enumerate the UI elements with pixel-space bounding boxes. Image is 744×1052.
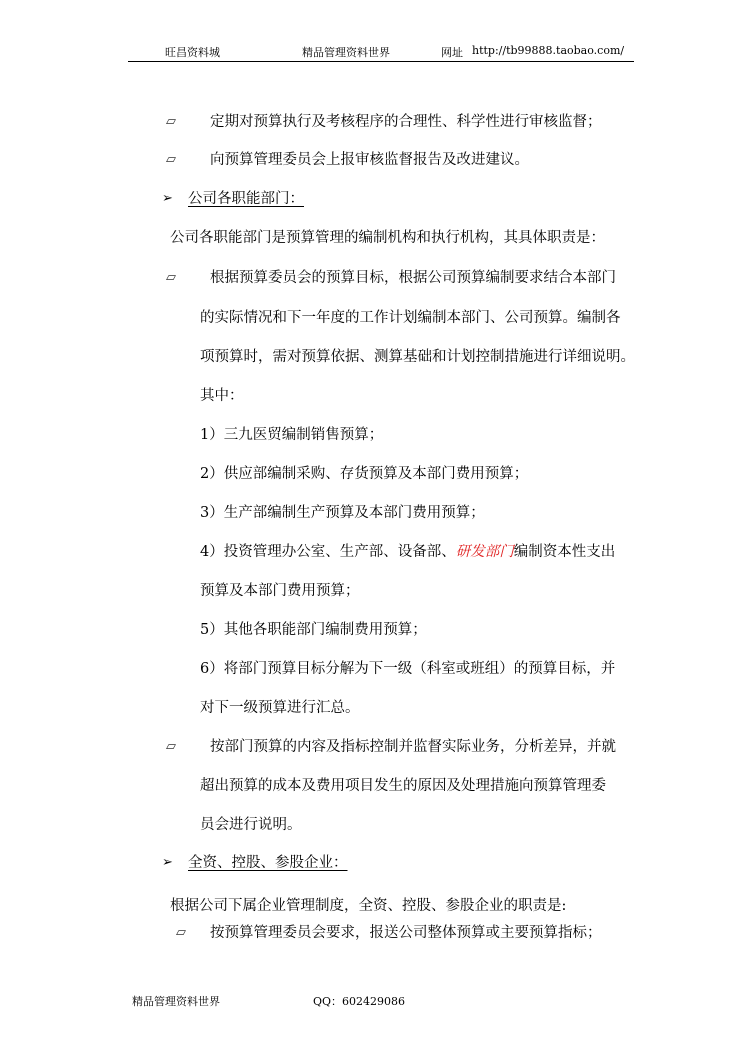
list-item-4-text-b: 编制资本性支出	[513, 544, 616, 560]
list-item-6-line-1: 6）将部门预算目标分解为下一级（科室或班组）的预算目标，并	[200, 661, 616, 677]
bullet-text-3-line-3: 项预算时，需对预算依据、测算基础和计划控制措施进行详细说明。	[200, 349, 635, 365]
arrow-bullet-icon: ➢	[162, 855, 173, 870]
bullet-text-4-line-1: 按部门预算的内容及指标控制并监督实际业务，分析差异，并就	[210, 739, 616, 755]
section-heading-subsidiaries: 全资、控股、参股企业：	[188, 855, 348, 871]
bullet-text-4-line-2: 超出预算的成本及费用项目发生的原因及处理措施向预算管理委	[200, 778, 606, 794]
folder-bullet-icon: ▱	[176, 925, 186, 940]
header-url[interactable]: http://tb99888.taobao.com/	[472, 44, 625, 57]
folder-bullet-icon: ▱	[166, 152, 176, 167]
folder-bullet-icon: ▱	[166, 739, 176, 754]
section-heading-departments: 公司各职能部门：	[188, 191, 304, 207]
list-item-5: 5）其他各职能部门编制费用预算；	[200, 622, 427, 638]
bullet-text-2: 向预算管理委员会上报审核监督报告及改进建议。	[210, 152, 529, 168]
list-item-4-highlight: 研发部门	[455, 544, 514, 560]
bullet-text-1: 定期对预算执行及考核程序的合理性、科学性进行审核监督；	[210, 114, 602, 130]
bullet-text-3-line-2: 的实际情况和下一年度的工作计划编制本部门、公司预算。编制各	[200, 310, 621, 326]
bullet-text-3-line-4: 其中：	[200, 388, 244, 404]
header-site-name: 旺昌资料城	[165, 46, 220, 59]
list-item-1: 1）三九医贸编制销售预算；	[200, 427, 384, 443]
paragraph-departments: 公司各职能部门是预算管理的编制机构和执行机构，其具体职责是：	[170, 230, 605, 246]
list-item-4-text-a: 4）投资管理办公室、生产部、设备部、	[200, 544, 456, 560]
bullet-text-5: 按预算管理委员会要求，报送公司整体预算或主要预算指标；	[210, 925, 602, 941]
page-header	[0, 44, 744, 62]
bullet-text-4-line-3: 员会进行说明。	[200, 817, 302, 833]
list-item-4-line-1	[200, 542, 615, 562]
list-item-6-line-2: 对下一级预算进行汇总。	[200, 700, 360, 716]
header-url-label: 网址	[441, 46, 463, 59]
list-item-4-line-2: 预算及本部门费用预算；	[200, 583, 360, 599]
list-item-2: 2）供应部编制采购、存货预算及本部门费用预算；	[200, 466, 529, 482]
folder-bullet-icon: ▱	[166, 114, 176, 129]
footer-title: 精品管理资料世界	[132, 995, 220, 1008]
header-center-title: 精品管理资料世界	[302, 46, 390, 59]
list-item-3: 3）生产部编制生产预算及本部门费用预算；	[200, 505, 485, 521]
paragraph-subsidiaries: 根据公司下属企业管理制度，全资、控股、参股企业的职责是:	[170, 898, 567, 914]
header-divider	[128, 61, 634, 62]
folder-bullet-icon: ▱	[166, 270, 176, 285]
bullet-text-3-line-1: 根据预算委员会的预算目标，根据公司预算编制要求结合本部门	[210, 270, 616, 286]
arrow-bullet-icon: ➢	[162, 191, 173, 206]
footer-qq: QQ：602429086	[313, 995, 406, 1008]
